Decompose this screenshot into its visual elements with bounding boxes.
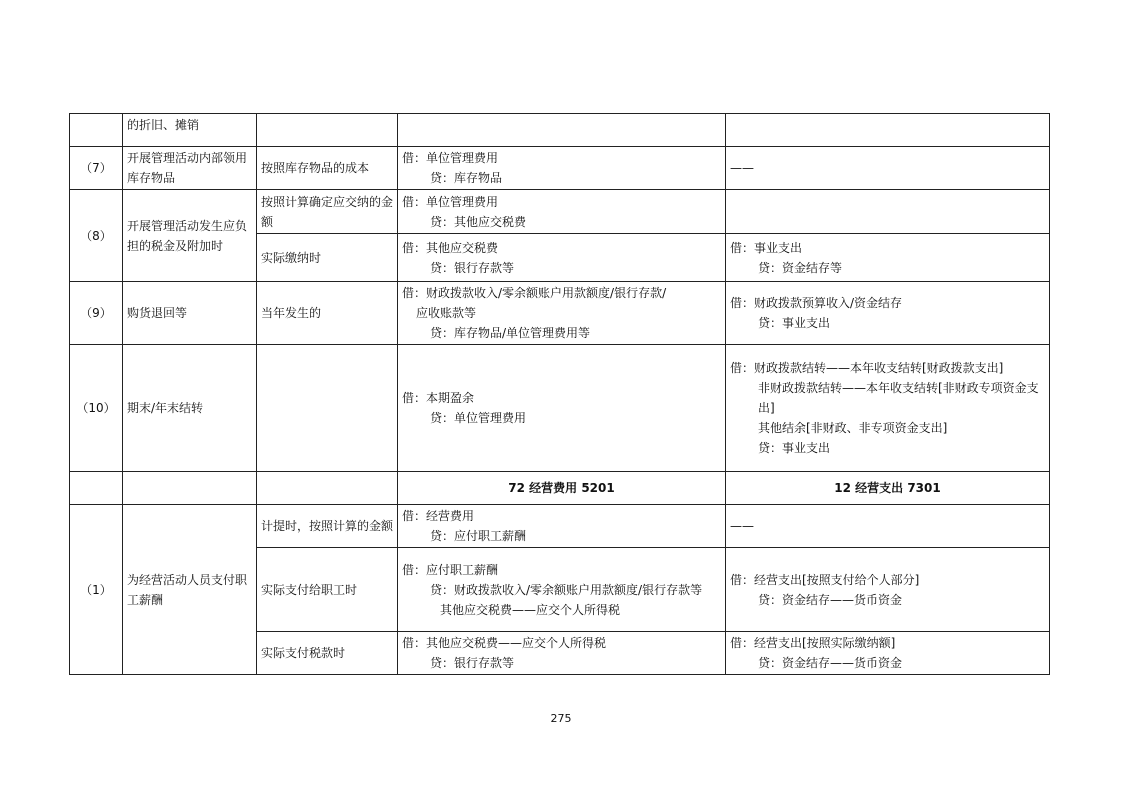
row-number: （10）	[70, 345, 123, 472]
budget-accounting-cell: ——	[726, 147, 1050, 190]
credit-line-continued: 其他应交税费——应交个人所得税	[440, 602, 621, 617]
table-row	[70, 505, 1050, 548]
row-number	[70, 114, 123, 147]
business-item: 购货退回等	[123, 282, 257, 345]
condition-cell: 当年发生的	[257, 282, 398, 345]
budget-section-title: 12 经营支出 7301	[726, 472, 1050, 505]
debit-line: 借：本期盈余	[402, 391, 475, 405]
condition-cell	[257, 345, 398, 472]
credit-line: 贷：资金结存——货币资金	[758, 592, 903, 607]
debit-line: 借：其他应交税费——应交个人所得税	[402, 636, 607, 650]
table-row	[70, 190, 1050, 234]
credit-line: 贷：银行存款等	[430, 260, 515, 275]
row-number	[70, 472, 123, 505]
debit-line-continued: 非财政拨款结转——本年收支结转[非财政专项资金支出]	[758, 381, 1039, 415]
credit-line: 贷：资金结存等	[758, 260, 843, 275]
financial-accounting-cell	[398, 548, 726, 632]
debit-line-continued: 其他结余[非财政、非专项资金支出]	[758, 421, 948, 435]
debit-line: 借：财政拨款预算收入/资金结存	[730, 296, 903, 310]
financial-accounting-cell	[398, 234, 726, 282]
debit-line: 借：单位管理费用	[402, 194, 499, 209]
financial-accounting-cell	[398, 505, 726, 548]
budget-accounting-cell	[726, 282, 1050, 345]
row-number: （8）	[70, 190, 123, 282]
condition-cell: 实际支付税款时	[257, 632, 398, 675]
condition-cell: 按照库存物品的成本	[257, 147, 398, 190]
budget-accounting-cell: ——	[726, 505, 1050, 548]
condition-cell: 实际缴纳时	[257, 234, 398, 282]
budget-accounting-cell	[726, 114, 1050, 147]
table-row	[70, 114, 1050, 147]
condition-cell: 按照计算确定应交纳的金额	[257, 190, 398, 234]
debit-line: 借：事业支出	[730, 240, 803, 255]
table-row	[70, 345, 1050, 472]
debit-line: 借：应付职工薪酬	[402, 562, 499, 577]
debit-line-continued: 应收账款等	[416, 306, 477, 320]
budget-accounting-cell	[726, 345, 1050, 472]
credit-line: 贷：单位管理费用	[430, 411, 527, 425]
financial-section-title: 72 经营费用 5201	[398, 472, 726, 505]
condition-cell: 实际支付给职工时	[257, 548, 398, 632]
debit-line: 借：单位管理费用	[402, 151, 499, 165]
budget-accounting-cell	[726, 632, 1050, 675]
condition-cell	[257, 114, 398, 147]
debit-line: 借：其他应交税费	[402, 240, 499, 255]
credit-line: 贷：财政拨款收入/零余额账户用款额度/银行存款等	[430, 582, 703, 597]
business-item	[123, 472, 257, 505]
budget-accounting-cell	[726, 234, 1050, 282]
financial-accounting-cell	[398, 114, 726, 147]
credit-line: 贷：应付职工薪酬	[430, 529, 527, 543]
row-number: （9）	[70, 282, 123, 345]
debit-line: 借：财政拨款结转——本年收支结转[财政拨款支出]	[730, 361, 1004, 375]
debit-line: 借：经营支出[按照支付给个人部分]	[730, 572, 920, 587]
business-item: 的折旧、摊销	[123, 114, 257, 147]
condition-cell: 计提时，按照计算的金额	[257, 505, 398, 548]
financial-accounting-cell	[398, 147, 726, 190]
budget-accounting-cell	[726, 548, 1050, 632]
debit-line: 借：经营支出[按照实际缴纳额]	[730, 636, 896, 650]
business-item: 期末/年末结转	[123, 345, 257, 472]
credit-line: 贷：事业支出	[758, 441, 831, 455]
table-row	[70, 147, 1050, 190]
financial-accounting-cell	[398, 282, 726, 345]
budget-accounting-cell	[726, 190, 1050, 234]
financial-accounting-cell	[398, 345, 726, 472]
credit-line: 贷：银行存款等	[430, 656, 515, 670]
business-item: 开展管理活动内部领用库存物品	[123, 147, 257, 190]
credit-line: 贷：库存物品/单位管理费用等	[430, 326, 591, 340]
credit-line: 贷：库存物品	[430, 171, 503, 185]
condition-cell	[257, 472, 398, 505]
credit-line: 贷：资金结存——货币资金	[758, 656, 903, 670]
row-number: （7）	[70, 147, 123, 190]
business-item: 开展管理活动发生应负担的税金及附加时	[123, 190, 257, 282]
page-number: 275	[550, 712, 572, 725]
business-item: 为经营活动人员支付职工薪酬	[123, 505, 257, 675]
financial-accounting-cell	[398, 190, 726, 234]
credit-line: 贷：事业支出	[758, 316, 831, 330]
table-row	[70, 282, 1050, 345]
section-header-row	[70, 472, 1050, 505]
row-number: （1）	[70, 505, 123, 675]
accounting-table-sheet	[69, 113, 1049, 675]
accounting-table	[69, 113, 1050, 675]
financial-accounting-cell	[398, 632, 726, 675]
debit-line: 借：经营费用	[402, 509, 475, 523]
credit-line: 贷：其他应交税费	[430, 214, 527, 229]
debit-line: 借：财政拨款收入/零余额账户用款额度/银行存款/	[402, 286, 667, 300]
